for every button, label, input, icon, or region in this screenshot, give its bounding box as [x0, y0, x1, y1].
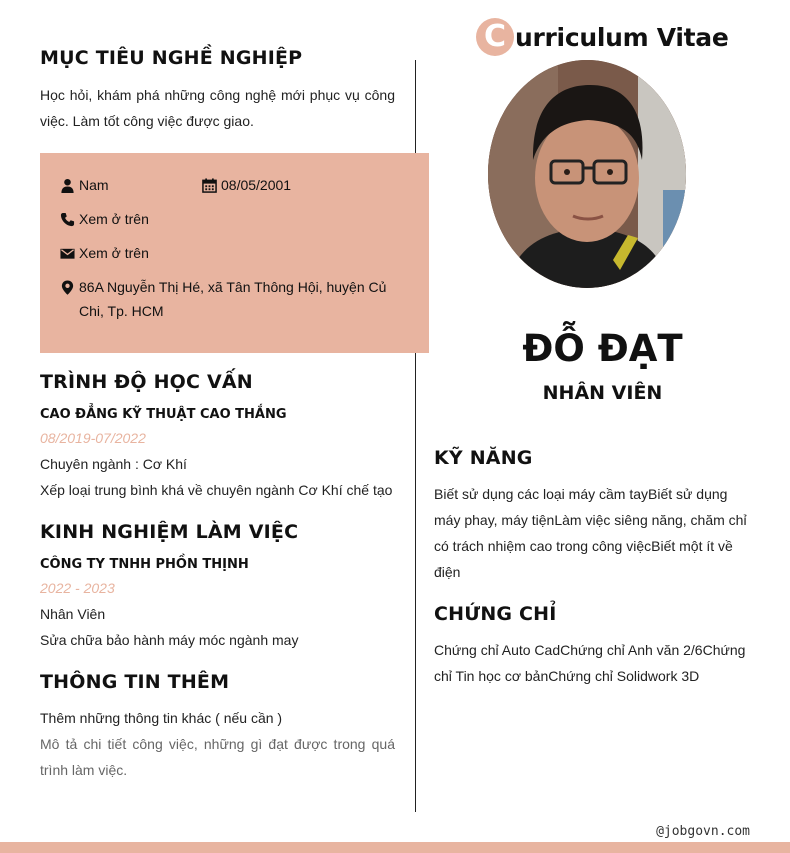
education-rank: Xếp loại trung bình khá về chuyên ngành Cơ Khí chế tạo — [40, 482, 393, 498]
location-pin-icon — [60, 280, 75, 295]
footer-bar — [0, 842, 790, 853]
objective-title: MỤC TIÊU NGHỀ NGHIỆP — [40, 47, 303, 69]
candidate-name: ĐỖ ĐẠT — [522, 327, 683, 370]
address-value: 86A Nguyễn Thị Hé, xã Tân Thông Hội, huyện Củ Chi, Tp. HCM — [79, 279, 387, 319]
calendar-icon — [202, 178, 217, 193]
address-row — [60, 275, 390, 323]
phone-value: Xem ở trên — [79, 211, 149, 227]
cv-logo-badge — [476, 18, 514, 56]
email-row — [60, 241, 149, 265]
skills-text: Biết sử dụng các loại máy cầm tayBiết sử dụng máy phay, máy tiệnLàm việc siêng năng, chăm chỉ có trách nhiệm cao trong công việcBiết một ít về điện — [434, 486, 747, 580]
education-major: Chuyên ngành : Cơ Khí — [40, 456, 187, 472]
envelope-icon — [60, 246, 75, 261]
gender-value: Nam — [79, 177, 109, 193]
experience-position: Nhân Viên — [40, 606, 106, 622]
experience-description: Sửa chữa bảo hành máy móc ngành may — [40, 632, 299, 648]
more-info-text: Thêm những thông tin khác ( nếu cần ) — [40, 710, 283, 726]
profile-photo — [488, 60, 686, 288]
candidate-role: NHÂN VIÊN — [542, 382, 663, 404]
education-date: 08/2019-07/2022 — [40, 430, 146, 446]
watermark: @jobgovn.com — [656, 824, 750, 839]
phone-row — [60, 207, 149, 231]
certificates-title: CHỨNG CHỈ — [434, 603, 557, 625]
experience-date: 2022 - 2023 — [40, 580, 115, 596]
skills-title: KỸ NĂNG — [434, 447, 533, 469]
experience-title: KINH NGHIỆM LÀM VIỆC — [40, 521, 299, 543]
contact-info-box — [40, 153, 429, 353]
more-info-description: Mô tả chi tiết công việc, những gì đạt được trong quá trình làm việc. — [40, 736, 395, 778]
certificates-text: Chứng chỉ Auto CadChứng chỉ Anh văn 2/6Chứng chỉ Tin học cơ bảnChứng chỉ Solidwork 3D — [434, 642, 746, 684]
dob-row — [202, 173, 291, 197]
education-school: CAO ĐẲNG KỸ THUẬT CAO THẮNG — [40, 407, 287, 422]
portrait-image — [488, 60, 686, 288]
dob-value: 08/05/2001 — [221, 177, 292, 193]
gender-row — [60, 173, 109, 197]
cv-logo — [476, 18, 729, 56]
education-title: TRÌNH ĐỘ HỌC VẤN — [40, 371, 253, 393]
cv-logo-text: urriculum Vitae — [515, 22, 729, 52]
phone-icon — [60, 212, 75, 227]
cv-logo-letter: C — [483, 19, 507, 54]
person-icon — [60, 178, 75, 193]
email-value: Xem ở trên — [79, 245, 149, 261]
more-info-title: THÔNG TIN THÊM — [40, 671, 230, 693]
experience-company: CÔNG TY TNHH PHỒN THỊNH — [40, 557, 249, 572]
objective-text: Học hỏi, khám phá những công nghệ mới phục vụ công việc. Làm tốt công việc được giao. — [40, 87, 395, 129]
